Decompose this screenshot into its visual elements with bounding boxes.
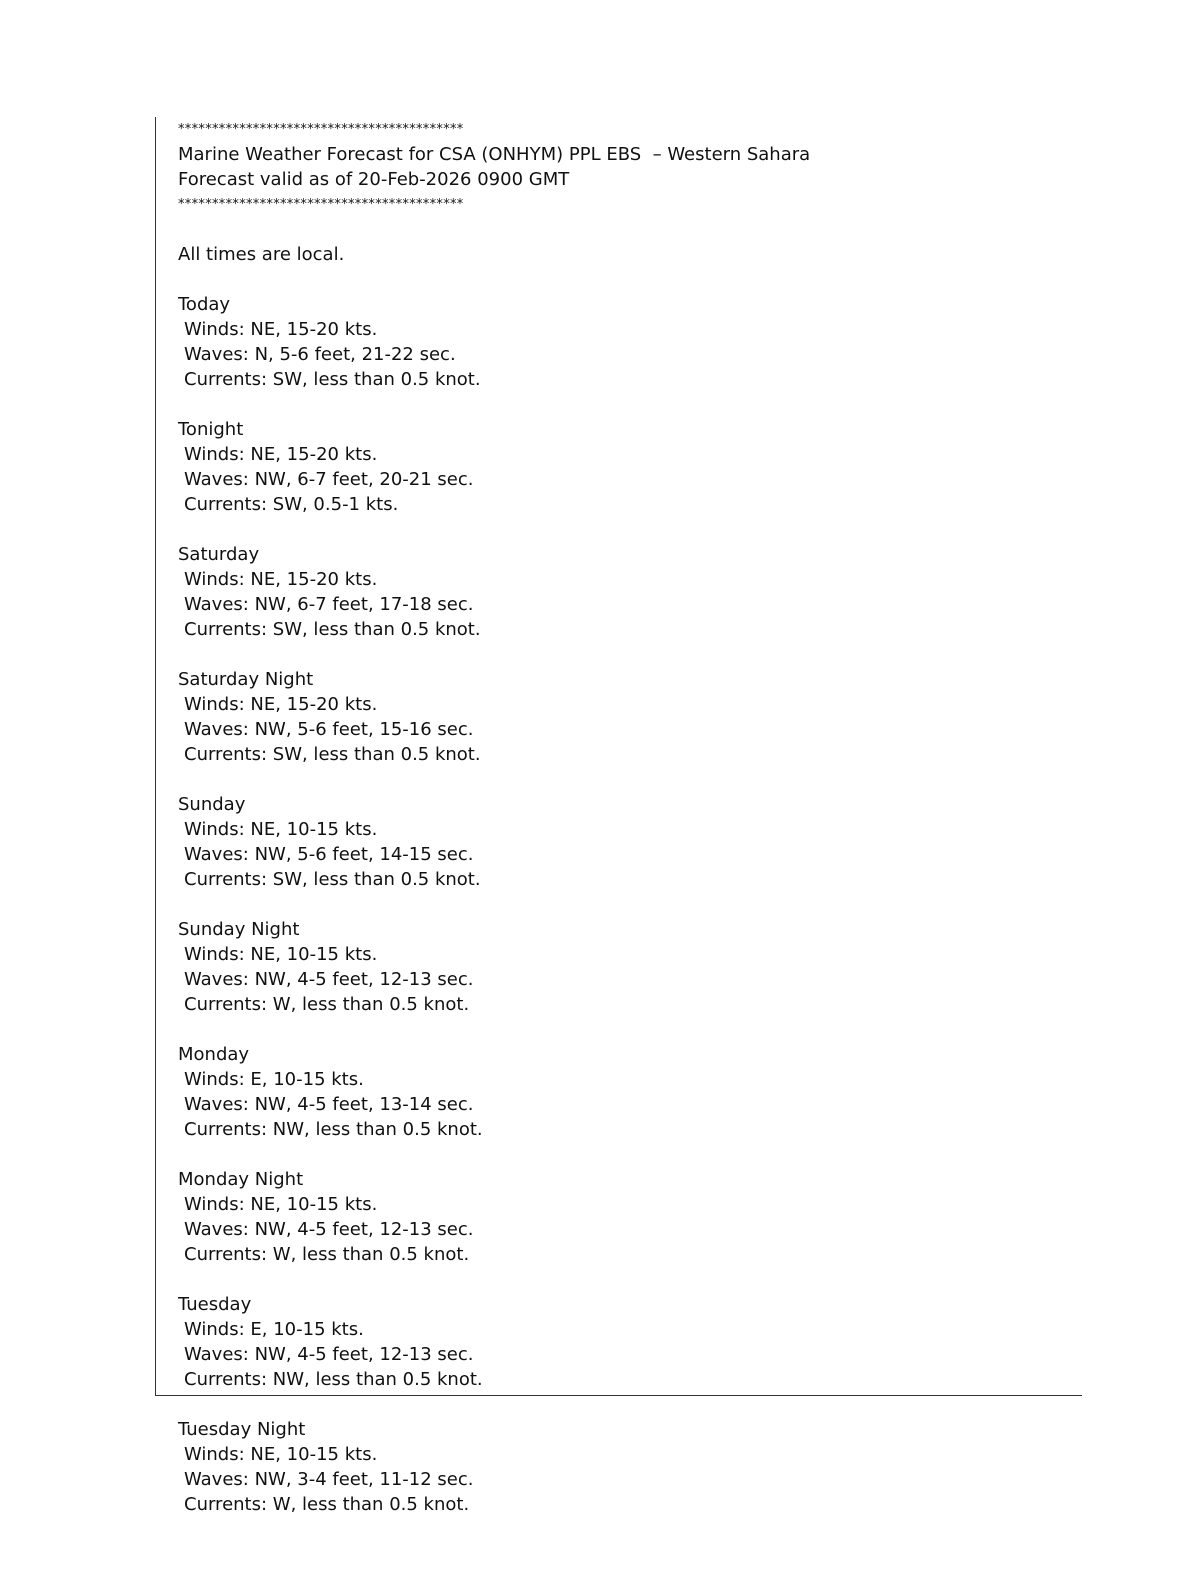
forecast-period-saturday: [178, 542, 1078, 642]
period-waves: Waves: NW, 5-6 feet, 14-15 sec.: [184, 844, 474, 865]
period-name: Saturday Night: [178, 669, 314, 690]
period-waves: Waves: NW, 4-5 feet, 12-13 sec.: [184, 1219, 474, 1240]
spacer: [178, 217, 1078, 242]
period-winds: Winds: NE, 15-20 kts.: [184, 694, 378, 715]
forecast-period-saturday-night: [178, 667, 1078, 767]
period-name: Sunday: [178, 794, 246, 815]
forecast-period-monday: [178, 1042, 1078, 1142]
spacer: [178, 892, 1078, 917]
spacer: [178, 1392, 1078, 1417]
forecast-period-tuesday-night: [178, 1417, 1078, 1517]
left-border-line: [155, 117, 156, 1396]
header-stars-top: ******************************************: [178, 122, 464, 137]
forecast-period-tonight: [178, 417, 1078, 517]
period-waves: Waves: NW, 5-6 feet, 15-16 sec.: [184, 719, 474, 740]
period-winds: Winds: NE, 10-15 kts.: [184, 1194, 378, 1215]
period-winds: Winds: NE, 10-15 kts.: [184, 1444, 378, 1465]
spacer: [178, 767, 1078, 792]
forecast-title: Marine Weather Forecast for CSA (ONHYM) PPL EBS – Western Sahara: [178, 144, 811, 165]
period-waves: Waves: NW, 4-5 feet, 12-13 sec.: [184, 969, 474, 990]
period-name: Tuesday: [178, 1294, 252, 1315]
period-winds: Winds: NE, 15-20 kts.: [184, 444, 378, 465]
period-waves: Waves: NW, 6-7 feet, 17-18 sec.: [184, 594, 474, 615]
spacer: [178, 392, 1078, 417]
time-note: All times are local.: [178, 244, 345, 265]
period-waves: Waves: NW, 3-4 feet, 11-12 sec.: [184, 1469, 474, 1490]
period-winds: Winds: E, 10-15 kts.: [184, 1069, 364, 1090]
period-currents: Currents: SW, less than 0.5 knot.: [184, 619, 481, 640]
period-currents: Currents: SW, less than 0.5 knot.: [184, 744, 481, 765]
forecast-valid-time: Forecast valid as of 20-Feb-2026 0900 GMT: [178, 169, 570, 190]
forecast-period-sunday-night: [178, 917, 1078, 1017]
period-waves: Waves: NW, 4-5 feet, 13-14 sec.: [184, 1094, 474, 1115]
period-waves: Waves: NW, 4-5 feet, 12-13 sec.: [184, 1344, 474, 1365]
period-name: Monday: [178, 1044, 250, 1065]
period-waves: Waves: N, 5-6 feet, 21-22 sec.: [184, 344, 456, 365]
header-stars-bottom: ******************************************: [178, 197, 464, 212]
period-currents: Currents: SW, 0.5-1 kts.: [184, 494, 399, 515]
period-winds: Winds: NE, 10-15 kts.: [184, 944, 378, 965]
period-name: Today: [178, 294, 231, 315]
period-name: Tonight: [178, 419, 244, 440]
period-winds: Winds: E, 10-15 kts.: [184, 1319, 364, 1340]
period-name: Saturday: [178, 544, 260, 565]
forecast-period-today: [178, 292, 1078, 392]
period-currents: Currents: W, less than 0.5 knot.: [184, 994, 470, 1015]
period-currents: Currents: W, less than 0.5 knot.: [184, 1244, 470, 1265]
spacer: [178, 1267, 1078, 1292]
forecast-period-tuesday: [178, 1292, 1078, 1392]
spacer: [178, 1142, 1078, 1167]
period-currents: Currents: NW, less than 0.5 knot.: [184, 1369, 483, 1390]
spacer: [178, 517, 1078, 542]
spacer: [178, 642, 1078, 667]
period-name: Tuesday Night: [178, 1419, 306, 1440]
forecast-period-monday-night: [178, 1167, 1078, 1267]
spacer: [178, 267, 1078, 292]
period-winds: Winds: NE, 15-20 kts.: [184, 319, 378, 340]
period-waves: Waves: NW, 6-7 feet, 20-21 sec.: [184, 469, 474, 490]
forecast-content: [178, 117, 1078, 1517]
period-currents: Currents: SW, less than 0.5 knot.: [184, 869, 481, 890]
forecast-period-sunday: [178, 792, 1078, 892]
period-currents: Currents: W, less than 0.5 knot.: [184, 1494, 470, 1515]
period-currents: Currents: SW, less than 0.5 knot.: [184, 369, 481, 390]
period-name: Sunday Night: [178, 919, 300, 940]
spacer: [178, 1017, 1078, 1042]
period-winds: Winds: NE, 10-15 kts.: [184, 819, 378, 840]
period-name: Monday Night: [178, 1169, 304, 1190]
period-winds: Winds: NE, 15-20 kts.: [184, 569, 378, 590]
period-currents: Currents: NW, less than 0.5 knot.: [184, 1119, 483, 1140]
